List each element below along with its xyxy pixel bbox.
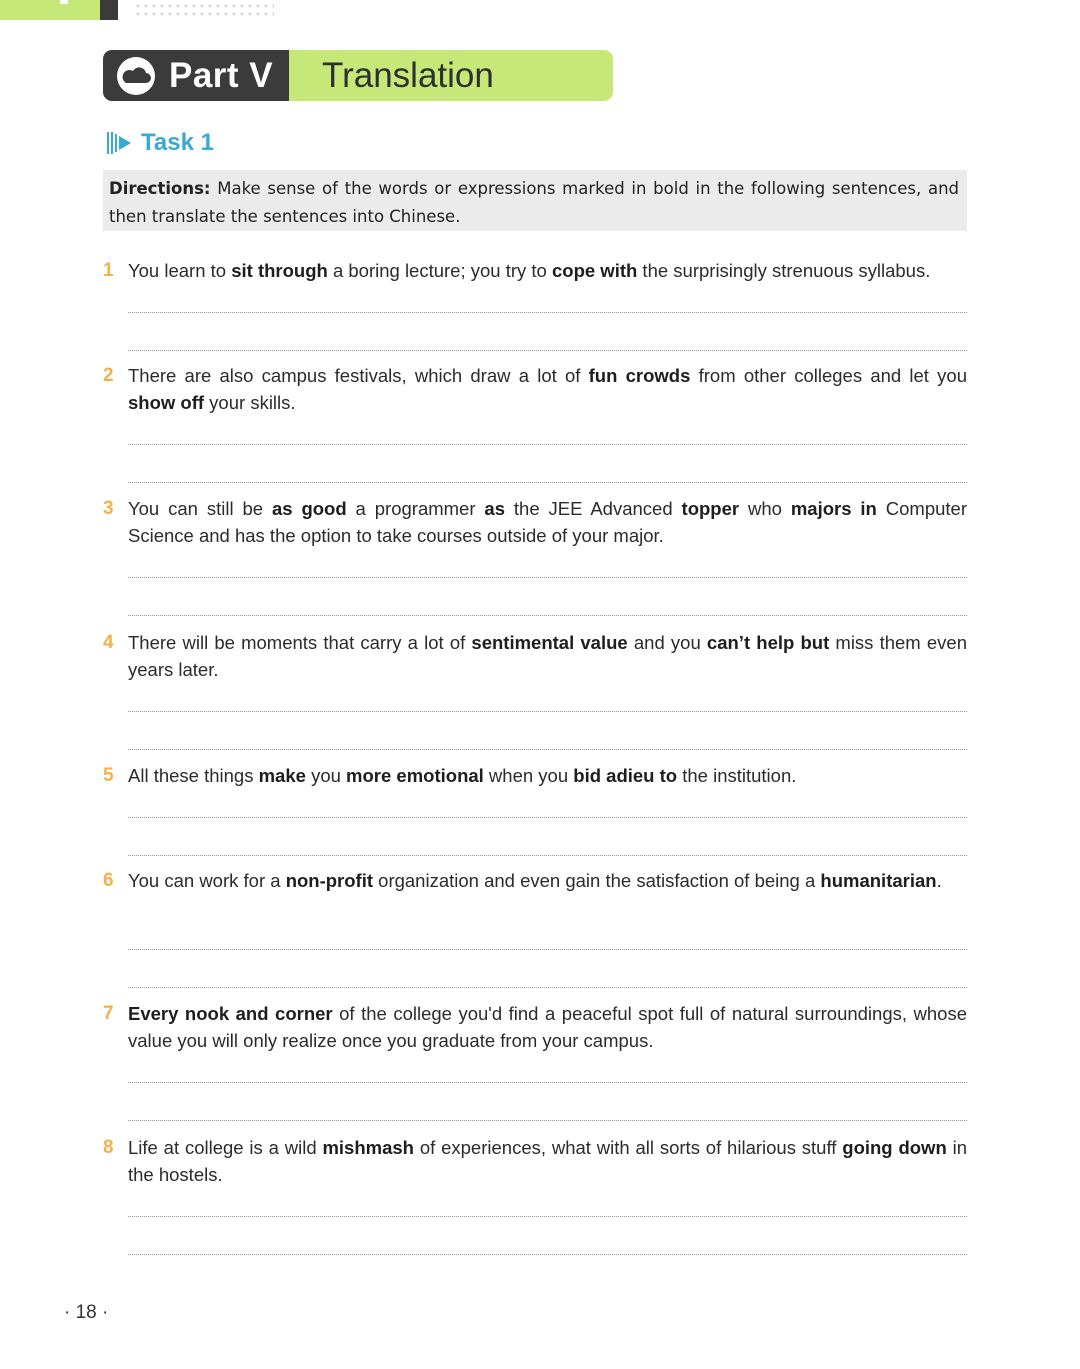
cloud-icon bbox=[115, 55, 157, 97]
bold-term: more emotional bbox=[346, 765, 484, 786]
item-number: 3 bbox=[103, 498, 114, 519]
item-number: 7 bbox=[103, 1003, 114, 1024]
text-segment: the surprisingly strenuous syllabus. bbox=[637, 260, 931, 281]
answer-line[interactable] bbox=[128, 749, 967, 750]
bold-term: as good bbox=[271, 498, 347, 519]
dot-pattern bbox=[134, 2, 274, 20]
text-segment: the JEE Advanced bbox=[505, 498, 682, 519]
bold-term: as bbox=[484, 498, 505, 519]
answer-line[interactable] bbox=[128, 987, 967, 988]
task-label: Task 1 bbox=[141, 129, 214, 156]
text-segment: a programmer bbox=[346, 498, 485, 519]
bold-term: humanitarian bbox=[820, 870, 937, 891]
text-segment: when you bbox=[483, 765, 574, 786]
answer-line[interactable] bbox=[128, 817, 967, 818]
text-segment: You learn to bbox=[128, 260, 232, 281]
bold-term: topper bbox=[681, 498, 740, 519]
answer-line[interactable] bbox=[128, 949, 967, 950]
answer-line[interactable] bbox=[128, 615, 967, 616]
text-segment: There will be moments that carry a lot of bbox=[128, 632, 472, 653]
bold-term: Every nook and corner bbox=[128, 1003, 333, 1024]
text-segment: from other colleges and let you bbox=[690, 365, 967, 386]
text-segment: your skills. bbox=[204, 392, 296, 413]
section-header bbox=[103, 50, 613, 101]
text-segment: of experiences, what with all sorts of hilarious stuff bbox=[413, 1137, 843, 1158]
text-segment: organization and even gain the satisfaction of being a bbox=[373, 870, 821, 891]
directions-label: Directions: bbox=[109, 179, 211, 198]
answer-line[interactable] bbox=[128, 312, 967, 313]
answer-line[interactable] bbox=[128, 1254, 967, 1255]
directions-box bbox=[103, 170, 967, 231]
item-number: 2 bbox=[103, 365, 114, 386]
text-segment: of the college you'd find a peaceful spot full of natural surroundings, whose value you will only realize once you graduate from your campus. bbox=[128, 1003, 968, 1051]
corner-accent-mark bbox=[60, 0, 68, 4]
item-text bbox=[128, 495, 967, 549]
answer-line[interactable] bbox=[128, 577, 967, 578]
section-title: Translation bbox=[322, 55, 494, 95]
answer-line[interactable] bbox=[128, 1120, 967, 1121]
corner-dark-block bbox=[100, 0, 118, 20]
section-title-box bbox=[289, 50, 613, 101]
bold-term: show off bbox=[128, 392, 205, 413]
item-text bbox=[128, 629, 967, 683]
answer-line[interactable] bbox=[128, 855, 967, 856]
bold-term: majors in bbox=[790, 498, 877, 519]
item-text bbox=[128, 867, 967, 894]
bold-term: going down bbox=[842, 1137, 947, 1158]
text-segment: Computer Science and has the option to take courses outside of your major. bbox=[128, 498, 967, 546]
text-segment: There are also campus festivals, which draw a lot of bbox=[128, 365, 589, 386]
text-segment: in the hostels. bbox=[128, 1137, 967, 1185]
bold-term: mishmash bbox=[322, 1137, 414, 1158]
item-text bbox=[128, 1000, 967, 1054]
corner-accent-bar bbox=[0, 0, 100, 20]
text-segment: . bbox=[936, 870, 942, 891]
text-segment: who bbox=[739, 498, 791, 519]
task-heading bbox=[106, 128, 214, 158]
text-segment: you bbox=[305, 765, 347, 786]
directions-text: Make sense of the words or expressions marked in bold in the following sentences, and then translate the sentences into Chinese. bbox=[109, 179, 959, 226]
answer-line[interactable] bbox=[128, 711, 967, 712]
part-label: Part V bbox=[169, 55, 274, 95]
item-number: 1 bbox=[103, 260, 114, 281]
bold-term: fun crowds bbox=[588, 365, 691, 386]
bold-term: sit through bbox=[231, 260, 328, 281]
text-segment: You can work for a bbox=[128, 870, 286, 891]
text-segment: Life at college is a wild bbox=[128, 1137, 323, 1158]
item-text bbox=[128, 257, 967, 284]
part-label-box bbox=[103, 50, 289, 101]
text-segment: miss them even years later. bbox=[128, 632, 968, 680]
answer-line[interactable] bbox=[128, 1082, 967, 1083]
page-number: · 18 · bbox=[64, 1302, 109, 1323]
bold-term: make bbox=[258, 765, 306, 786]
answer-line[interactable] bbox=[128, 482, 967, 483]
answer-line[interactable] bbox=[128, 444, 967, 445]
bold-term: bid adieu to bbox=[573, 765, 678, 786]
bold-term: sentimental value bbox=[471, 632, 628, 653]
item-text bbox=[128, 362, 967, 416]
bold-term: cope with bbox=[551, 260, 638, 281]
item-number: 5 bbox=[103, 765, 114, 786]
item-text bbox=[128, 762, 967, 789]
bold-term: can’t help but bbox=[706, 632, 830, 653]
text-segment: the institution. bbox=[677, 765, 797, 786]
text-segment: All these things bbox=[128, 765, 259, 786]
text-segment: a boring lecture; you try to bbox=[327, 260, 552, 281]
item-number: 4 bbox=[103, 632, 114, 653]
bold-term: non-profit bbox=[285, 870, 374, 891]
text-segment: and you bbox=[627, 632, 707, 653]
play-arrow-icon bbox=[106, 129, 132, 157]
item-text bbox=[128, 1134, 967, 1188]
answer-line[interactable] bbox=[128, 350, 967, 351]
text-segment: You can still be bbox=[128, 498, 272, 519]
item-number: 6 bbox=[103, 870, 114, 891]
item-number: 8 bbox=[103, 1137, 114, 1158]
answer-line[interactable] bbox=[128, 1216, 967, 1217]
